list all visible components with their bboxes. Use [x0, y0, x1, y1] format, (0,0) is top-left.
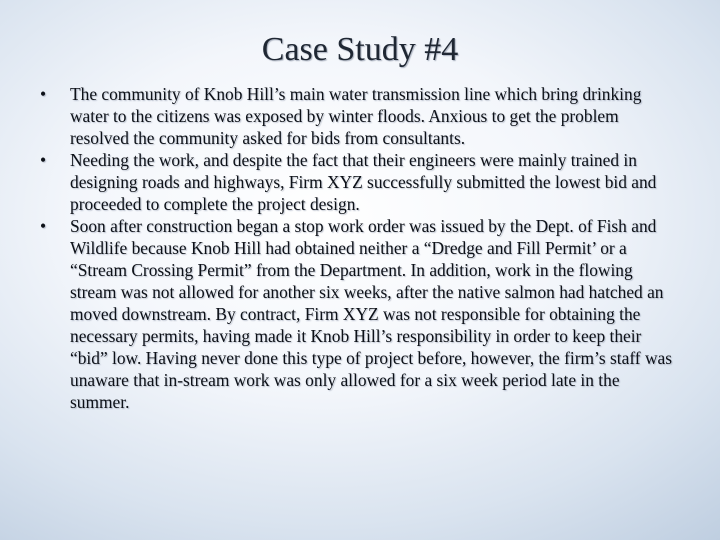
- bullet-text: Soon after construction began a stop work order was issued by the Dept. of Fish and Wildlife because Knob Hill had obtained neither a “Dredge and Fill Permit’ or a “Stream Crossing Permit” from the Department. In addition, work in the flowing stream was not allowed for another six weeks, after the native salmon had hatched an moved downstream. By contract, Firm XYZ was not responsible for obtaining the necessary permits, having made it Knob Hill’s responsibility in order to keep their “bid” low. Having never done this type of project before, however, the firm’s staff was unaware that in-stream work was only allowed for a six week period late in the summer.: [70, 216, 672, 412]
- bullet-text: Needing the work, and despite the fact that their engineers were mainly trained in designing roads and highways, Firm XYZ successfully submitted the lowest bid and proceeded to complete the project design.: [70, 150, 657, 214]
- bullet-item: [40, 215, 680, 413]
- slide-title: Case Study #4: [261, 31, 459, 68]
- bullet-item: [40, 83, 680, 149]
- bullet-item: [40, 149, 680, 215]
- bullet-icon: •: [40, 84, 47, 104]
- bullet-icon: •: [40, 150, 47, 170]
- bullet-text: The community of Knob Hill’s main water transmission line which bring drinking water to the citizens was exposed by winter floods. Anxious to get the problem resolved the community asked for bids from consultants.: [70, 84, 642, 148]
- bullet-icon: •: [40, 216, 47, 236]
- bullet-list: [40, 83, 680, 413]
